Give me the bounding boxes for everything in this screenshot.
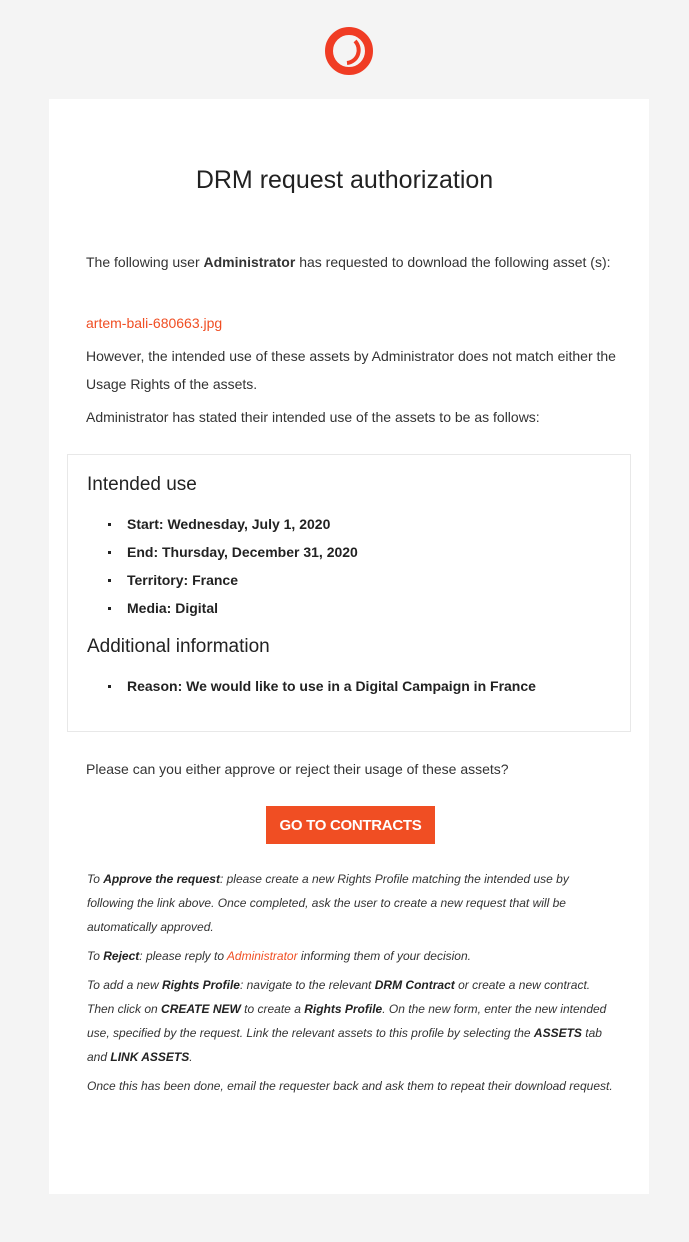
intended-use-heading: Intended use <box>87 474 197 495</box>
note-text: tab and <box>87 1026 602 1064</box>
note-bold: Rights Profile <box>161 978 240 992</box>
note-text: informing them of your decision. <box>297 949 471 963</box>
intro-text <box>86 248 626 276</box>
asset-link[interactable]: artem-bali-680663.jpg <box>86 315 223 331</box>
stated-text: Administrator has stated their intended use of the assets to be as follows: <box>86 409 540 425</box>
intro-pre: The following user <box>86 254 204 270</box>
list-item: Reason: We would like to use in a Digital Campaign in France <box>108 672 536 700</box>
list-item: Start: Wednesday, July 1, 2020 <box>108 510 358 538</box>
list-item: Territory: France <box>108 566 358 594</box>
note-bold: Rights Profile <box>304 1002 383 1016</box>
add-profile-note <box>87 973 617 1069</box>
additional-info-list <box>108 672 536 700</box>
note-text: to create a <box>240 1002 305 1016</box>
note-text: or create a new contract. Then click on <box>87 978 591 1016</box>
note-bold: Reject <box>103 949 140 963</box>
note-bold: ASSETS <box>533 1026 582 1040</box>
note-text: To <box>87 949 104 963</box>
note-bold: Approve the request <box>103 872 220 886</box>
final-note: Once this has been done, email the requester back and ask them to repeat their download request. <box>87 1079 613 1093</box>
reject-note <box>87 944 617 968</box>
intended-use-list <box>108 510 358 622</box>
note-bold: DRM Contract <box>374 978 455 992</box>
requesting-user: Administrator <box>203 254 296 270</box>
approve-note <box>87 867 617 939</box>
sitecore-logo-icon <box>325 27 373 75</box>
intended-use-box <box>67 454 631 732</box>
note-text: . On the new form, enter the new intended use, specified by the request. Link the relevant assets to this profile by selecting the <box>87 1002 607 1040</box>
go-to-contracts-button[interactable]: GO TO CONTRACTS <box>266 806 435 844</box>
page-title: DRM request authorization <box>195 166 494 194</box>
note-text: : navigate to the relevant <box>239 978 375 992</box>
note-text: : please create a new Rights Profile matching the intended use by following the link above. Once completed, ask the user to create a new request that will be automatically approved. <box>87 872 569 934</box>
administrator-email-link[interactable]: Administrator <box>226 949 298 963</box>
note-bold: CREATE NEW <box>161 1002 241 1016</box>
note-text: . <box>189 1050 193 1064</box>
list-item: Media: Digital <box>108 594 358 622</box>
additional-info-heading: Additional information <box>87 636 270 657</box>
intro-post: has requested to download the following asset (s): <box>295 254 611 270</box>
note-text: To <box>87 872 104 886</box>
mismatch-text: However, the intended use of these assets by Administrator does not match either the Usage Rights of the assets. <box>86 348 616 392</box>
note-text: To add a new <box>87 978 162 992</box>
question-text: Please can you either approve or reject their usage of these assets? <box>86 761 509 777</box>
note-bold: LINK ASSETS <box>110 1050 190 1064</box>
list-item: End: Thursday, December 31, 2020 <box>108 538 358 566</box>
note-text: : please reply to <box>139 949 227 963</box>
